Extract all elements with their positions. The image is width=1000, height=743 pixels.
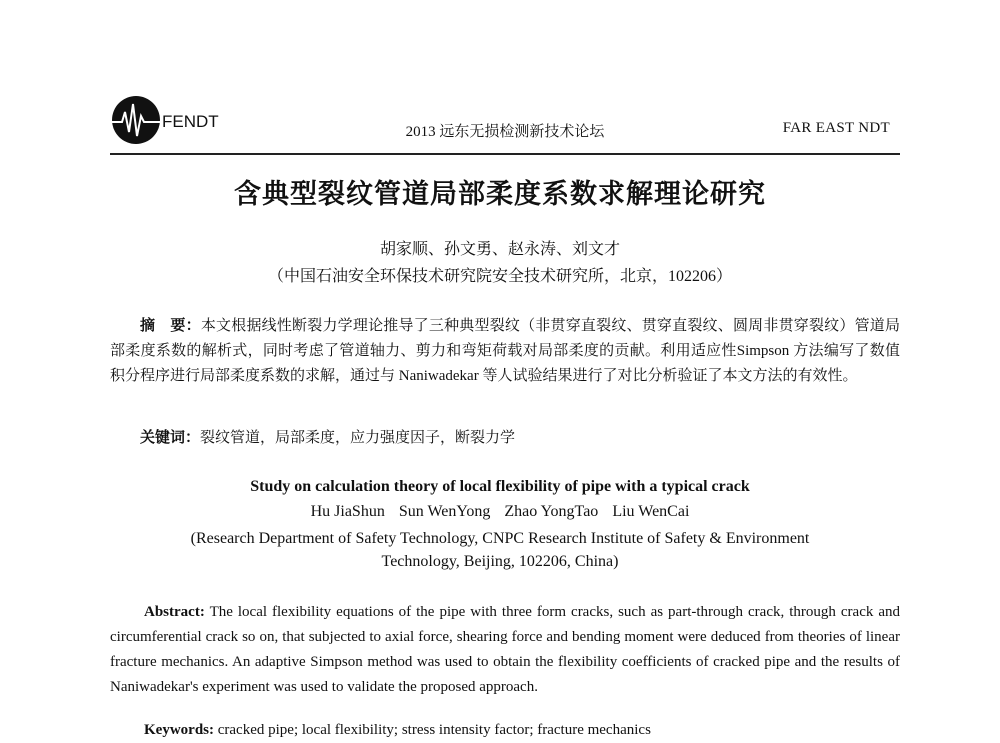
- author-en: Hu JiaShun: [310, 503, 385, 520]
- keywords-en-label: Keywords:: [144, 722, 214, 738]
- keywords-cn-label: 关键词：: [140, 430, 201, 446]
- abstract-en-label: Abstract:: [144, 604, 205, 620]
- abstract-cn-text: 本文根据线性断裂力学理论推导了三种典型裂纹（非贯穿直裂纹、贯穿直裂纹、圆周非贯穿裂纹）管道局部柔度系数的解析式，同时考虑了管道轴力、剪力和弯矩荷载对局部柔度的贡献。利用适应性Simpson 方法编写了数值积分程序进行局部柔度系数的求解，通过与 Naniwadekar 等人试验结果进行了对比分析验证了本文方法的有效性。: [110, 318, 900, 384]
- affiliation-cn: （中国石油安全环保技术研究院安全技术研究所，北京，102206）: [267, 268, 732, 285]
- paper-title-en: Study on calculation theory of local flexibility of pipe with a typical crack: [250, 478, 750, 495]
- page-header: [110, 92, 900, 154]
- header-divider: [110, 153, 900, 155]
- affiliation-en: (Research Department of Safety Technology, CNPC Research Institute of Safety & Environment Technology, Beijing, 102206, China): [190, 530, 810, 570]
- keywords-en-text: cracked pipe; local flexibility; stress intensity factor; fracture mechanics: [217, 722, 651, 738]
- author-en: Liu WenCai: [612, 503, 690, 520]
- authors-cn: 胡家顺、孙文勇、赵永涛、刘文才: [379, 241, 620, 258]
- abstract-cn-label: 摘 要：: [140, 318, 201, 334]
- author-en: Zhao YongTao: [504, 503, 599, 520]
- logo-text: FENDT: [162, 112, 219, 131]
- abstract-cn: [110, 314, 900, 389]
- author-en: Sun WenYong: [398, 503, 491, 520]
- keywords-cn: [110, 426, 900, 451]
- keywords-en: [110, 718, 900, 743]
- keywords-cn-text: 裂纹管道，局部柔度，应力强度因子，断裂力学: [200, 430, 516, 446]
- paper-title-cn: 含典型裂纹管道局部柔度系数求解理论研究: [234, 179, 766, 209]
- authors-en: [0, 503, 1000, 521]
- abstract-en: [110, 600, 900, 700]
- conference-name: 2013 远东无损检测新技术论坛: [405, 124, 605, 140]
- brand-name: FAR EAST NDT: [782, 120, 890, 136]
- abstract-en-text: The local flexibility equations of the pipe with three form cracks, such as part-through crack, through crack and circumferential crack so on, that subjected to axial force, shearing force and bending moment were deduced from theories of linear fracture mechanics. An adaptive Simpson method was used to obtain the flexibility coefficients of cracked pipe and the results of Naniwadekar's experiment was used to validate the proposed approach.: [110, 604, 900, 695]
